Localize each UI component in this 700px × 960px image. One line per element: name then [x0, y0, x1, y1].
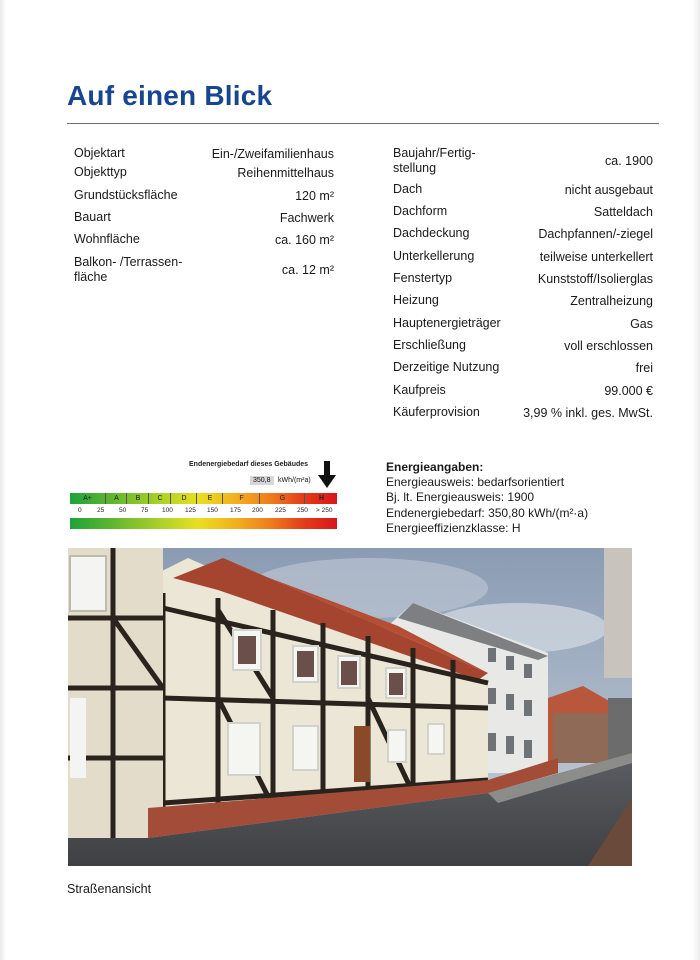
fact-row: [393, 204, 653, 219]
fact-label: Objekttyp: [74, 165, 127, 179]
fact-value: nicht ausgebaut: [564, 182, 653, 197]
energy-tick-label: 100: [162, 507, 173, 514]
energy-info-line: Energieausweis: bedarfsorientiert: [386, 475, 565, 490]
fact-value: Gas: [630, 316, 653, 331]
energy-tick-label: 50: [119, 507, 127, 514]
fact-label: Baujahr/Fertig- stellung: [393, 146, 476, 175]
fact-row: [393, 249, 653, 264]
energy-tick-label: 225: [275, 507, 286, 514]
arrow-down-icon: [318, 461, 336, 489]
fact-value: Zentralheizung: [570, 293, 653, 308]
energy-info-line: Endenergiebedarf: 350,80 kWh/(m²·a): [386, 505, 589, 520]
energy-tick-label: > 250: [316, 507, 333, 514]
energy-tick-label: 125: [185, 507, 196, 514]
fact-value: Reihenmittelhaus: [237, 165, 334, 180]
energy-class-label: D: [170, 493, 197, 504]
fact-label: Erschließung: [393, 338, 466, 352]
fact-value: Ein-/Zweifamilienhaus: [211, 146, 334, 161]
energy-class-label: E: [196, 493, 223, 504]
energy-class-label: H: [304, 493, 338, 504]
fact-label: Heizung: [393, 293, 439, 307]
fact-value: Satteldach: [593, 204, 653, 219]
energy-scale-value: 350,8: [250, 476, 274, 485]
energy-class-label: C: [148, 493, 171, 504]
energy-tick-label: 200: [252, 507, 263, 514]
fact-value: 99.000 €: [604, 383, 653, 398]
energy-class-label: A: [105, 493, 127, 504]
fact-label: Dach: [393, 182, 423, 196]
fact-label: Balkon- /Terrassen- fläche: [74, 255, 183, 284]
fact-label: Bauart: [74, 210, 111, 224]
energy-tick-label: 25: [97, 507, 105, 514]
fact-value: frei: [635, 360, 653, 375]
energy-class-label: G: [259, 493, 305, 504]
fact-value: ca. 160 m²: [274, 232, 334, 247]
energy-info: [386, 460, 588, 536]
fact-value: Kunststoff/Isolierglas: [537, 271, 653, 286]
fact-label: Derzeitige Nutzung: [393, 360, 500, 374]
fact-row: [74, 188, 334, 203]
fact-row: [393, 405, 653, 420]
fact-label: Dachform: [393, 204, 448, 218]
energy-class-label: F: [222, 493, 260, 504]
fact-value: ca. 1900: [605, 154, 653, 168]
fact-label: Käuferprovision: [393, 405, 480, 419]
fact-label: Objektart: [74, 146, 125, 160]
fact-label: Hauptenergieträger: [393, 316, 501, 330]
energy-tick-label: 175: [230, 507, 241, 514]
fact-row: [393, 338, 653, 353]
energy-class-label: A+: [83, 495, 92, 502]
energy-info-line: Energieeffizienzklasse: H: [386, 520, 521, 535]
energy-class-label: B: [126, 493, 149, 504]
energy-info-heading: Energieangaben:: [386, 460, 484, 474]
fact-row: [74, 232, 334, 247]
title-divider: [67, 123, 659, 124]
fact-label: Unterkellerung: [393, 249, 475, 263]
page-title: Auf einen Blick: [67, 80, 273, 111]
photo-caption: Straßenansicht: [67, 882, 152, 896]
energy-info-line: Bj. lt. Energieausweis: 1900: [386, 490, 535, 505]
energy-tick-label: 150: [207, 507, 218, 514]
fact-row: [74, 255, 334, 285]
fact-label: Grundstücksfläche: [74, 188, 178, 202]
energy-scale-unit: kWh/(m²a): [278, 477, 311, 484]
fact-row: [74, 146, 334, 161]
fact-value: teilweise unterkellert: [539, 249, 653, 264]
fact-row: [393, 182, 653, 197]
fact-value: Fachwerk: [279, 210, 334, 225]
fact-row: [393, 226, 653, 241]
fact-value: voll erschlossen: [564, 338, 653, 353]
page-edge-shadow-left: [0, 0, 6, 960]
energy-tick-label: 250: [297, 507, 308, 514]
fact-row: [393, 271, 653, 286]
fact-value: 3,99 % inkl. ges. MwSt.: [523, 405, 653, 420]
fact-row: [393, 360, 653, 375]
fact-label: Fenstertyp: [393, 271, 453, 285]
fact-value: Dachpfannen/-ziegel: [538, 226, 653, 241]
energy-gradient-bar: [70, 518, 337, 529]
fact-row: [74, 210, 334, 225]
fact-value: 120 m²: [295, 188, 334, 203]
fact-label: Kaufpreis: [393, 383, 446, 397]
page-edge-shadow-right: [692, 0, 700, 960]
fact-row: [393, 293, 653, 308]
energy-tick-label: 0: [78, 507, 82, 514]
fact-value: ca. 12 m²: [281, 263, 334, 277]
street-view-photo: [68, 548, 632, 866]
fact-row: [393, 383, 653, 398]
fact-row: [393, 146, 653, 176]
fact-label: Wohnfläche: [74, 232, 140, 246]
fact-row: [74, 165, 334, 180]
energy-tick-label: 75: [141, 507, 149, 514]
fact-row: [393, 316, 653, 331]
energy-scale-title: Endenergiebedarf dieses Gebäudes: [189, 461, 309, 468]
fact-label: Dachdeckung: [393, 226, 470, 240]
